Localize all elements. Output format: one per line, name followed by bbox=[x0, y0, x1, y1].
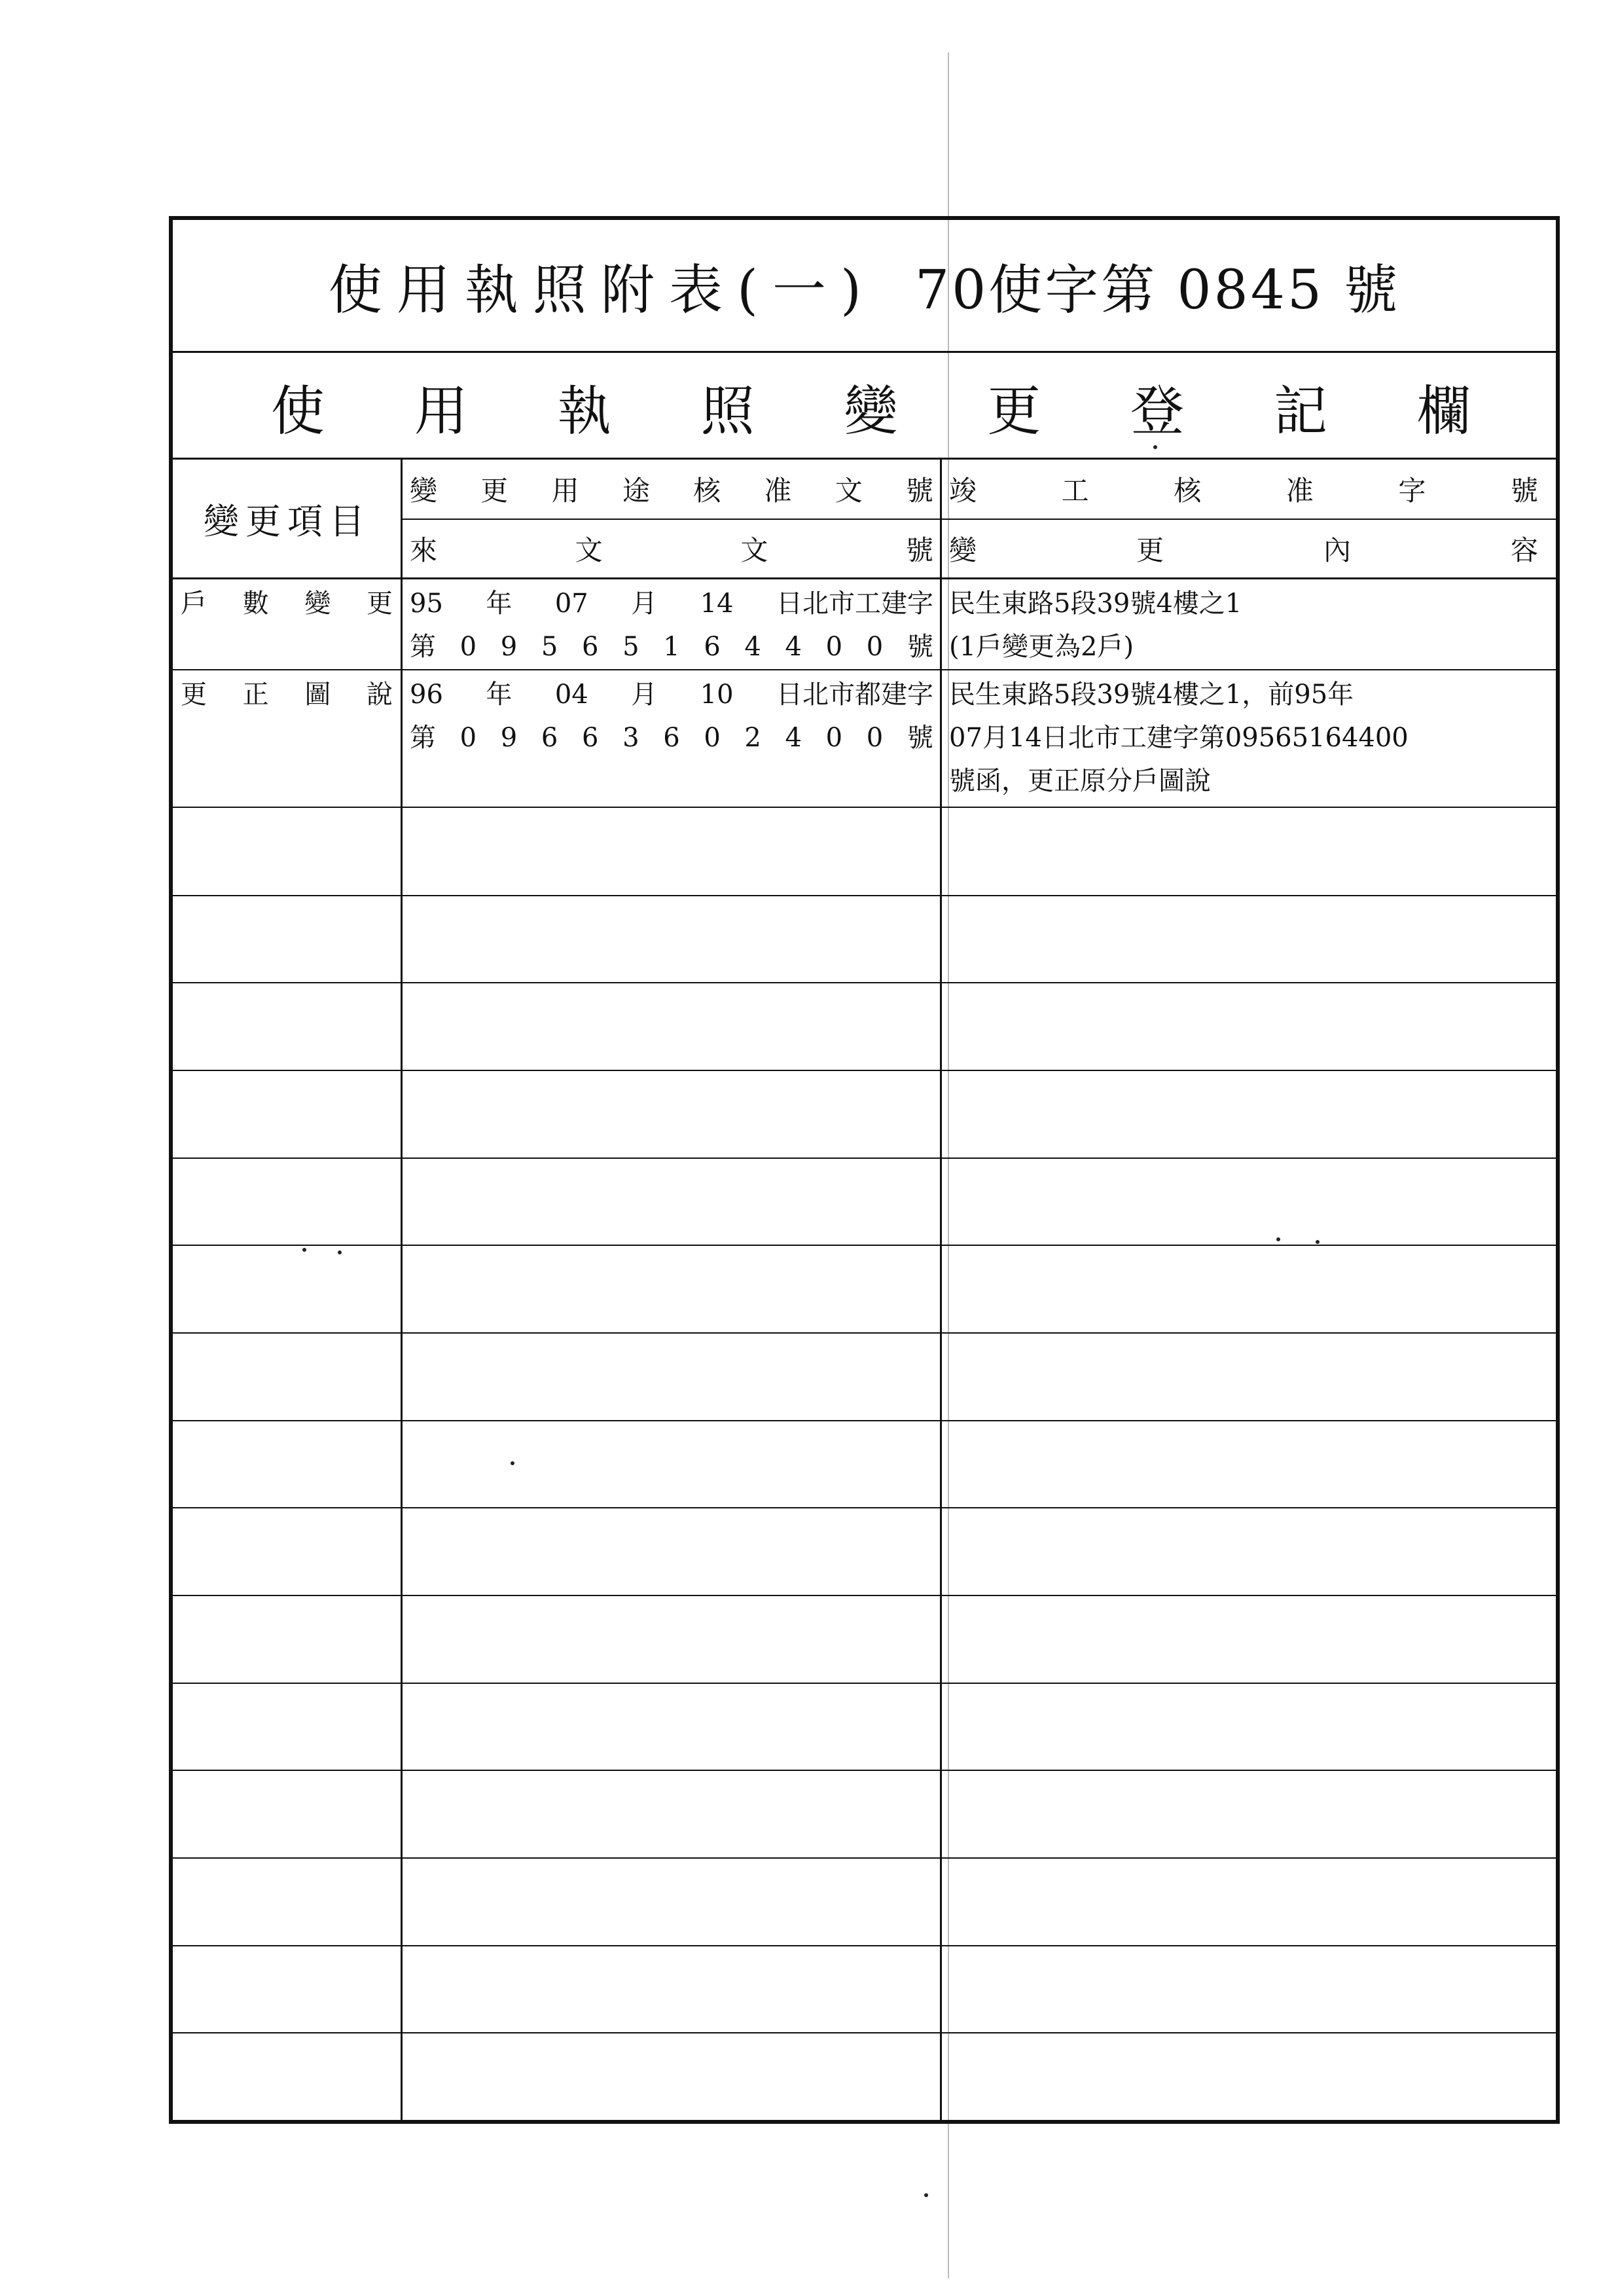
doc-token: 14 bbox=[700, 589, 734, 619]
table-row-doc-line1 bbox=[410, 673, 933, 716]
doc-token: 96 bbox=[410, 680, 443, 710]
item-char: 戶 bbox=[181, 589, 207, 619]
table-row-doc-line1 bbox=[410, 582, 933, 625]
doc-token: 年 bbox=[486, 589, 512, 619]
subtitle-char: 記 bbox=[1274, 380, 1328, 443]
subtitle-char: 更 bbox=[987, 380, 1041, 443]
empty-row-divider bbox=[173, 1595, 1556, 1596]
doc-token: 第 bbox=[410, 723, 436, 753]
subtitle-char: 使 bbox=[271, 380, 325, 443]
doc-token: 日北市工建字 bbox=[776, 589, 933, 619]
subtitle-char: 執 bbox=[557, 380, 611, 443]
doc-token: 6 bbox=[581, 632, 599, 662]
item-char: 圖 bbox=[304, 680, 331, 710]
doc-token: 號 bbox=[907, 723, 933, 753]
scan-speck bbox=[338, 1250, 342, 1254]
doc-token: 6 bbox=[581, 723, 599, 753]
scan-speck bbox=[1316, 1240, 1320, 1244]
item-char: 數 bbox=[242, 589, 269, 619]
header-char: 核 bbox=[693, 475, 721, 507]
scan-speck bbox=[511, 1461, 514, 1465]
header-char: 變 bbox=[410, 475, 438, 507]
column-divider-2 bbox=[940, 460, 942, 2124]
doc-token: 07 bbox=[554, 589, 588, 619]
doc-token: 5 bbox=[541, 632, 558, 662]
header-char: 變 bbox=[949, 534, 977, 566]
change-registration-heading bbox=[173, 356, 1556, 458]
header-approval-doc-no bbox=[410, 460, 933, 519]
header-char: 文 bbox=[740, 534, 768, 566]
table-row-item bbox=[181, 582, 393, 625]
empty-row-divider bbox=[173, 1332, 1556, 1334]
subtitle-char: 用 bbox=[414, 380, 468, 443]
license-annex-sheet bbox=[169, 216, 1560, 2124]
title-char: 使 bbox=[328, 259, 397, 321]
doc-token: 0 bbox=[825, 723, 843, 753]
header-char: 容 bbox=[1510, 534, 1538, 566]
scan-speck bbox=[1276, 1237, 1280, 1241]
doc-token: 1 bbox=[663, 632, 680, 662]
scan-speck bbox=[1153, 445, 1157, 449]
item-char: 更 bbox=[366, 589, 393, 619]
title-char: 附 bbox=[600, 259, 669, 321]
scan-speck bbox=[302, 1248, 306, 1252]
table-row-content-line: 民生東路5段39號4樓之1，前95年 bbox=[949, 680, 1354, 710]
column-divider-1 bbox=[401, 460, 403, 2124]
doc-token: 10 bbox=[700, 680, 734, 710]
title-char: 照 bbox=[532, 259, 601, 321]
row-divider bbox=[173, 807, 1556, 808]
header-char: 核 bbox=[1174, 475, 1202, 507]
title-text bbox=[329, 247, 876, 324]
item-char: 變 bbox=[304, 589, 331, 619]
item-char: 說 bbox=[366, 680, 393, 710]
header-bottom-divider bbox=[173, 577, 1556, 579]
table-row-content-line: 號函，更正原分戶圖說 bbox=[949, 766, 1211, 796]
title-char: 執 bbox=[464, 259, 533, 321]
header-char: 字 bbox=[1398, 475, 1426, 507]
table-row-doc-line2 bbox=[410, 716, 933, 759]
empty-row-divider bbox=[173, 1420, 1556, 1421]
doc-token: 0 bbox=[459, 723, 477, 753]
header-char: 用 bbox=[551, 475, 579, 507]
header-char: 號 bbox=[1510, 475, 1538, 507]
header-char: 工 bbox=[1061, 475, 1089, 507]
header-char: 文 bbox=[575, 534, 603, 566]
doc-token: 5 bbox=[622, 632, 639, 662]
doc-token: 年 bbox=[486, 680, 512, 710]
header-char: 准 bbox=[1285, 475, 1314, 507]
subtitle-char: 照 bbox=[700, 380, 755, 443]
title-divider bbox=[173, 351, 1556, 353]
header-char: 來 bbox=[410, 534, 438, 566]
doc-token: 4 bbox=[785, 632, 802, 662]
doc-token: 4 bbox=[785, 723, 802, 753]
doc-token: 第 bbox=[410, 632, 436, 662]
doc-token: 9 bbox=[500, 723, 518, 753]
empty-row-divider bbox=[173, 1683, 1556, 1684]
table-row-content-line: (1戶變更為2戶) bbox=[949, 632, 1134, 662]
empty-row-divider bbox=[173, 2032, 1556, 2033]
table-row-content-line: 民生東路5段39號4樓之1 bbox=[949, 589, 1242, 619]
doc-token: 日北市都建字 bbox=[776, 680, 933, 710]
header-char: 文 bbox=[835, 475, 863, 507]
table-row-doc-line2 bbox=[410, 625, 933, 668]
empty-row-divider bbox=[173, 1507, 1556, 1508]
doc-token: 04 bbox=[554, 680, 588, 710]
doc-token: 3 bbox=[622, 723, 639, 753]
license-number: 70使字第 0845 號 bbox=[914, 259, 1401, 321]
empty-row-divider bbox=[173, 1070, 1556, 1071]
row-divider bbox=[173, 669, 1556, 670]
title-char: 用 bbox=[396, 259, 465, 321]
header-incoming-doc-no bbox=[410, 520, 933, 577]
subtitle-char: 欄 bbox=[1416, 380, 1471, 443]
title-char: (一) bbox=[736, 259, 876, 321]
doc-token: 0 bbox=[704, 723, 721, 753]
header-char: 號 bbox=[905, 534, 933, 566]
header-char: 途 bbox=[622, 475, 650, 507]
doc-token: 0 bbox=[459, 632, 477, 662]
header-char: 竣 bbox=[949, 475, 977, 507]
doc-token: 月 bbox=[631, 680, 658, 710]
doc-token: 6 bbox=[663, 723, 680, 753]
table-row-content-line: 07月14日北市工建字第09565164400 bbox=[949, 723, 1409, 753]
doc-token: 2 bbox=[744, 723, 761, 753]
subtitle-char: 登 bbox=[1130, 380, 1185, 443]
item-char: 正 bbox=[242, 680, 269, 710]
doc-token: 4 bbox=[744, 632, 761, 662]
doc-token: 0 bbox=[866, 632, 884, 662]
header-char: 更 bbox=[480, 475, 509, 507]
header-change-item: 變更項目 bbox=[204, 500, 371, 542]
empty-row-divider bbox=[173, 1157, 1556, 1159]
empty-row-divider bbox=[173, 1770, 1556, 1771]
empty-row-divider bbox=[173, 895, 1556, 896]
doc-token: 6 bbox=[541, 723, 558, 753]
empty-row-divider bbox=[173, 982, 1556, 983]
table-row-item bbox=[181, 673, 393, 716]
title-char: 表 bbox=[668, 259, 737, 321]
scan-speck bbox=[924, 2193, 928, 2197]
header-completion-approval-no bbox=[949, 460, 1538, 519]
doc-token: 0 bbox=[866, 723, 884, 753]
empty-row-divider bbox=[173, 1245, 1556, 1246]
subtitle-char: 變 bbox=[844, 380, 898, 443]
doc-token: 9 bbox=[500, 632, 518, 662]
doc-token: 95 bbox=[410, 589, 443, 619]
header-char: 內 bbox=[1323, 534, 1351, 566]
doc-token: 0 bbox=[825, 632, 843, 662]
header-char: 准 bbox=[764, 475, 792, 507]
doc-token: 號 bbox=[907, 632, 933, 662]
header-char: 更 bbox=[1136, 534, 1164, 566]
item-char: 更 bbox=[181, 680, 207, 710]
header-char: 號 bbox=[905, 475, 933, 507]
annex-title bbox=[173, 220, 1556, 351]
header-change-content bbox=[949, 520, 1538, 577]
empty-row-divider bbox=[173, 1945, 1556, 1946]
empty-row-divider bbox=[173, 1857, 1556, 1859]
doc-token: 6 bbox=[704, 632, 721, 662]
doc-token: 月 bbox=[631, 589, 658, 619]
